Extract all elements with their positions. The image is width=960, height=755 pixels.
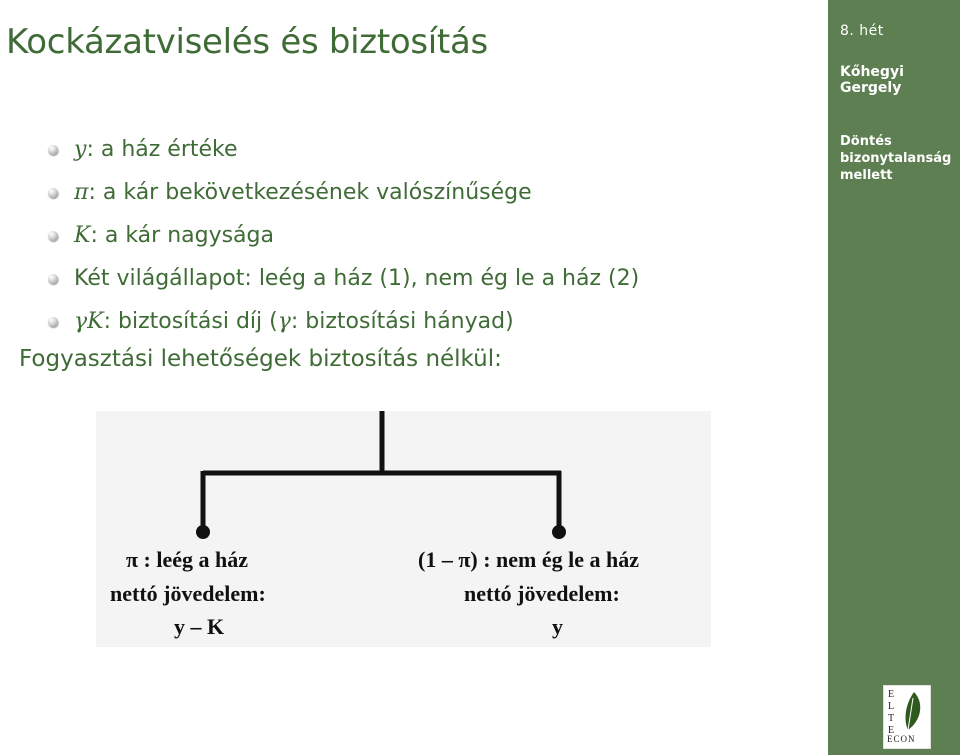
bullet-item-value xyxy=(48,132,639,175)
sidebar-author[interactable]: Kőhegyi Gergely xyxy=(840,64,904,96)
logo-letter: E xyxy=(888,725,895,736)
tree-left-node xyxy=(196,525,210,539)
bullet-item-states xyxy=(48,261,639,304)
tree-right-node xyxy=(552,525,566,539)
logo-letter: L xyxy=(888,701,895,712)
logo-letter: T xyxy=(888,713,895,724)
left-outcome-title: π : leég a ház xyxy=(126,547,249,572)
bullet-text: : a kár bekövetkezésének valószínűsége xyxy=(88,180,532,205)
bullet-item-damage xyxy=(48,218,639,261)
right-outcome-income-label: nettó jövedelem: xyxy=(464,581,620,606)
symbol-gamma: γ xyxy=(277,309,291,334)
tree-lines xyxy=(96,411,711,647)
bullet-icon xyxy=(48,274,58,284)
sidebar-topic-line3: mellett xyxy=(840,168,893,183)
bullet-text: : a ház értéke xyxy=(86,137,238,162)
bullet-item-probability xyxy=(48,175,639,218)
bullet-icon xyxy=(48,188,58,198)
sidebar-week[interactable]: 8. hét xyxy=(840,23,884,39)
left-outcome-income-label: nettó jövedelem: xyxy=(110,581,266,606)
right-outcome-title: (1 – π) : nem ég le a ház xyxy=(418,547,639,572)
sidebar-topic-line1: Döntés xyxy=(840,134,892,149)
sidebar xyxy=(828,0,960,755)
sidebar-topic[interactable] xyxy=(840,133,951,184)
bullet-text: : a kár nagysága xyxy=(90,223,274,248)
left-outcome-income-value: y – K xyxy=(174,614,225,639)
bullet-icon xyxy=(48,317,58,327)
slide-title: Kockázatviselés és biztosítás xyxy=(6,22,488,62)
logo-letter: E xyxy=(888,689,895,700)
outcome-tree-diagram xyxy=(96,411,711,647)
right-outcome-income-value: y xyxy=(552,614,563,639)
symbol-k: K xyxy=(74,223,91,248)
logo-econ-text: ECON xyxy=(887,734,916,744)
bullet-text-2: : biztosítási hányad) xyxy=(290,309,514,334)
intro-text: Fogyasztási lehetőségek biztosítás nélkül: xyxy=(19,346,502,372)
bullet-text: : biztosítási díj ( xyxy=(103,309,278,334)
sidebar-topic-line2: bizonytalanság xyxy=(840,151,952,166)
bullet-list xyxy=(48,132,639,347)
elte-econ-logo xyxy=(883,685,931,749)
bullet-icon xyxy=(48,231,58,241)
bullet-text: Két világállapot: leég a ház (1), nem ég le a ház (2) xyxy=(74,266,640,291)
symbol-gamma-k: γK xyxy=(74,309,104,334)
symbol-pi: π xyxy=(74,180,89,205)
bullet-icon xyxy=(48,145,58,155)
symbol-y: y xyxy=(74,137,87,162)
bullet-item-premium xyxy=(48,304,639,347)
